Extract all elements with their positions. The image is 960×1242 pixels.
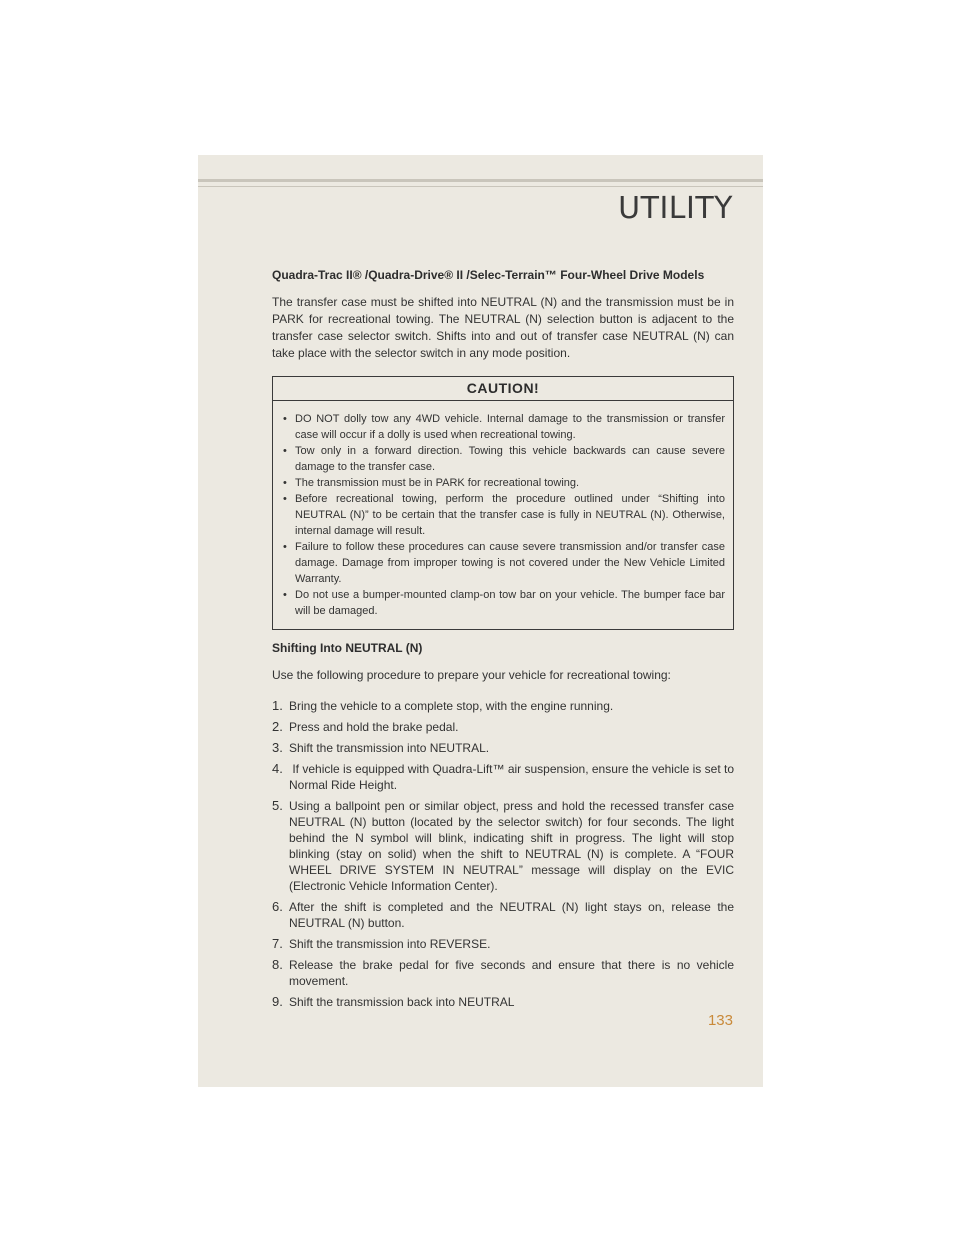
- procedure-steps: [272, 698, 734, 1010]
- caution-item: • Do not use a bumper-mounted clamp-on tow bar on your vehicle. The bumper face bar will be damaged.: [283, 589, 725, 617]
- manual-page: [198, 155, 763, 1087]
- bullet-icon: •: [283, 589, 287, 601]
- section-heading-four-wheel-drive: Quadra-Trac II® /Quadra-Drive® II /Selec-Terrain™ Four-Wheel Drive Models: [272, 268, 705, 282]
- caution-item: • Before recreational towing, perform the procedure outlined under “Shifting into NEUTRAL (N)” to be certain that the transfer case is fully in NEUTRAL (N). Otherwise, internal damage will result.: [283, 493, 725, 537]
- header-rule-thin: [198, 186, 763, 187]
- bullet-icon: •: [283, 445, 287, 457]
- bullet-icon: •: [283, 413, 287, 425]
- section-title: UTILITY: [618, 191, 733, 226]
- procedure-step: 3. Shift the transmission into NEUTRAL.: [272, 740, 490, 755]
- procedure-step: 6. After the shift is completed and the NEUTRAL (N) light stays on, release the NEUTRAL (N) button.: [272, 899, 734, 930]
- bullet-icon: •: [283, 541, 287, 553]
- section-heading-shifting-neutral: Shifting Into NEUTRAL (N): [272, 641, 423, 655]
- caution-item: • DO NOT dolly tow any 4WD vehicle. Internal damage to the transmission or transfer case will occur if a dolly is used when recreational towing.: [283, 413, 725, 441]
- procedure-step: 9. Shift the transmission back into NEUTRAL: [272, 994, 515, 1009]
- page-number: 133: [707, 1012, 733, 1029]
- caution-box: [272, 376, 734, 630]
- procedure-step: 1. Bring the vehicle to a complete stop, with the engine running.: [272, 698, 614, 713]
- procedure-step: 7. Shift the transmission into REVERSE.: [272, 936, 491, 951]
- caution-item: • Failure to follow these procedures can cause severe transmission and/or transfer case damage. Damage from improper towing is not covered under the New Vehicle Limited Warranty.: [283, 541, 725, 585]
- procedure-step: 4. If vehicle is equipped with Quadra-Lift™ air suspension, ensure the vehicle is set to Normal Ride Height.: [272, 761, 734, 792]
- procedure-step: 2. Press and hold the brake pedal.: [272, 719, 459, 734]
- procedure-step: 5. Using a ballpoint pen or similar object, press and hold the recessed transfer case NEUTRAL (N) button (located by the selector switch) for four seconds. The light behind the N symbol will blink, indicating shift in progress. The light will stop blinking (stay on solid) when the shift to NEUTRAL (N) is complete. A “FOUR WHEEL DRIVE SYSTEM IN NEUTRAL” message will display on the EVIC (Electronic Vehicle Information Center).: [272, 798, 734, 893]
- page-content: [272, 267, 734, 1015]
- caution-title: CAUTION!: [273, 377, 733, 401]
- caution-item: • Tow only in a forward direction. Towing this vehicle backwards can cause severe damage to the transfer case.: [283, 445, 725, 473]
- bullet-icon: •: [283, 477, 287, 489]
- bullet-icon: •: [283, 493, 287, 505]
- procedure-intro: Use the following procedure to prepare your vehicle for recreational towing:: [272, 668, 671, 682]
- caution-item: • The transmission must be in PARK for recreational towing.: [283, 477, 580, 489]
- procedure-step: 8. Release the brake pedal for five seconds and ensure that there is no vehicle movement.: [272, 957, 734, 988]
- intro-paragraph: The transfer case must be shifted into NEUTRAL (N) and the transmission must be in PARK for recreational towing. The NEUTRAL (N) selection button is adjacent to the transfer case selector switch. Shifts into and out of transfer case NEUTRAL (N) can take place with the selector switch in any mode position.: [272, 295, 734, 360]
- caution-list: [273, 401, 733, 629]
- header-rule: [198, 179, 763, 182]
